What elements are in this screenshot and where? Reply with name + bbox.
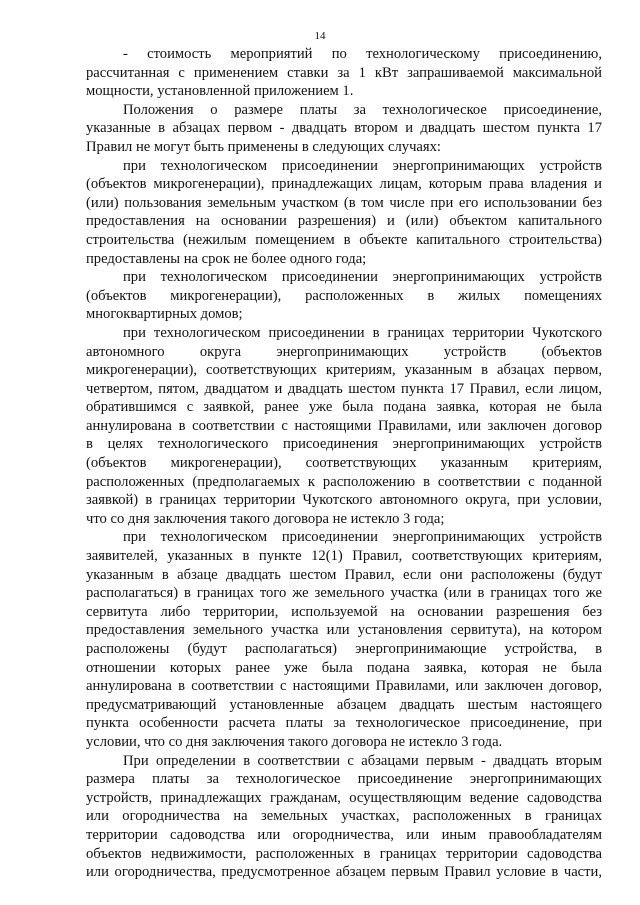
- text-line: заявителей, указанных в пункте 12(1) Правил, соответствующих критериям,: [86, 548, 602, 565]
- text-line: заявкой) в границах территории Чукотского автономного округа, при условии,: [86, 492, 602, 509]
- text-line: пункта особенности расчета платы за технологическое присоединение, при: [86, 715, 602, 732]
- text-line: строительства (нежилым помещением в объекте капитального строительства): [86, 231, 602, 248]
- text-line: сервитута либо территории, используемой на основании разрешения без: [86, 603, 602, 620]
- text-line: рассчитанная с применением ставки за 1 кВт запрашиваемой максимальной: [86, 64, 602, 81]
- text-line: отношении которых ранее уже была подана заявка, которая не была: [86, 659, 602, 676]
- text-line: (объектов микрогенерации), расположенных в жилых помещениях: [86, 287, 602, 304]
- text-line: в целях технологического присоединения энергопринимающих устройств: [86, 436, 602, 453]
- text-line: расположены (будут располагаться) энергопринимающие устройства, в: [86, 641, 602, 657]
- page-number: 14: [314, 30, 326, 42]
- text-line: или огородничества, предусмотренное абзацем первым Правил условие в части,: [86, 864, 602, 881]
- paragraph-gardening: [86, 752, 602, 882]
- text-line: аннулирована в соответствии с настоящими Правилами, или заключен договор: [86, 417, 602, 434]
- text-line: условии, что со дня заключения такого договора не истекло 3 года.: [86, 733, 503, 750]
- text-line: предусматривающий установленные абзацем двадцать шестым настоящего: [86, 696, 602, 713]
- text-line: территории садоводства или огородничества, или иным правообладателям: [86, 826, 602, 843]
- text-line: предоставления земельного участка или установления сервитута), на котором: [86, 622, 602, 639]
- text-line: Правил не могут быть применены в следующих случаях:: [86, 138, 441, 155]
- text-line: предоставления на основании разрешения) и (или) объектом капитального: [86, 213, 602, 230]
- paragraph-case-applicants: [86, 528, 602, 751]
- text-line: предоставлены на срок не более одного года;: [86, 250, 367, 267]
- paragraph-provisions: [86, 101, 602, 157]
- text-line: (объектов микрогенерации), принадлежащих лицам, которым права владения и: [86, 176, 602, 193]
- text-line: - стоимость мероприятий по технологическому присоединению,: [123, 46, 602, 62]
- text-line: или огородничества на земельных участках, расположенных в границах: [86, 808, 602, 825]
- text-line: располагаться) в границах того же земельного участка (или в границах того же: [86, 585, 602, 602]
- text-line: многоквартирных домов;: [86, 306, 243, 323]
- document-body: [86, 45, 602, 882]
- text-line: Положения о размере платы за технологическое присоединение,: [123, 101, 602, 118]
- text-line: При определении в соответствии с абзацами первым - двадцать вторым: [123, 752, 602, 769]
- text-line: размера платы за технологическое присоединение энергопринимающих: [86, 771, 602, 788]
- text-line: обратившимся с заявкой, ранее уже была подана заявка, которая не была: [86, 399, 602, 416]
- text-line: расположенных (предполагаемых к расположению в соответствии с поданной: [86, 473, 602, 490]
- text-line: указанным в абзаце двадцать шестом Правил, если они расположены (будут: [86, 566, 602, 583]
- paragraph-case-chukotka: [86, 324, 602, 529]
- paragraph-case-short-term: [86, 157, 602, 269]
- text-line: при технологическом присоединении энергопринимающих устройств: [123, 157, 602, 174]
- text-line: объектов недвижимости, расположенных в границах территории садоводства: [86, 845, 602, 862]
- text-line: (или) пользования земельным участком (в том числе при его использовании без: [86, 194, 602, 211]
- text-line: при технологическом присоединении энергопринимающих устройств: [123, 529, 602, 546]
- text-line: четвертом, пятом, двадцатом и двадцать шестом пункта 17 Правил, если лицом,: [86, 380, 602, 397]
- text-line: (объектов микрогенерации), соответствующих указанным критериям,: [86, 455, 602, 472]
- text-line: микрогенерации), соответствующих критериям, указанным в абзацах первом,: [86, 362, 602, 379]
- text-line: указанные в абзацах первом - двадцать втором и двадцать шестом пункта 17: [86, 120, 602, 137]
- text-line: что со дня заключения такого договора не истекло 3 года;: [86, 510, 445, 527]
- text-line: аннулирована в соответствии с настоящими Правилами, или заключен договор,: [86, 678, 602, 695]
- text-line: при технологическом присоединении энергопринимающих устройств: [123, 269, 602, 286]
- paragraph-case-residential: [86, 268, 602, 324]
- text-line: устройств, принадлежащих гражданам, осуществляющим ведение садоводства: [86, 789, 602, 806]
- text-line: автономного округа энергопринимающих устройств (объектов: [86, 343, 602, 360]
- paragraph-cost: [86, 45, 602, 101]
- text-line: мощности, установленной приложением 1.: [86, 83, 354, 100]
- text-line: при технологическом присоединении в границах территории Чукотского: [123, 324, 602, 341]
